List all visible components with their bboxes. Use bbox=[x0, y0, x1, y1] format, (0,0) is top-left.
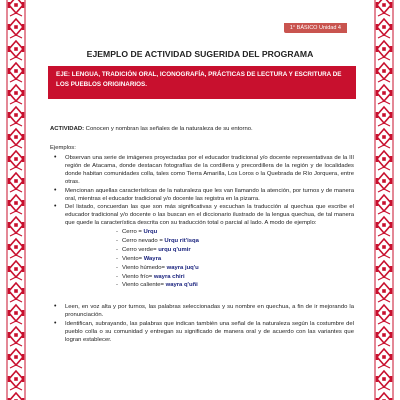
border-tick bbox=[8, 156, 10, 162]
activity-content bbox=[50, 125, 354, 344]
border-chevron bbox=[378, 167, 390, 170]
border-tick bbox=[390, 288, 392, 294]
border-center-dot bbox=[382, 201, 386, 205]
border-tick bbox=[376, 2, 378, 8]
border-tick bbox=[376, 178, 378, 184]
border-tick bbox=[8, 222, 10, 228]
border-tick bbox=[376, 112, 378, 118]
border-chevron bbox=[10, 365, 22, 368]
border-tick bbox=[8, 112, 10, 118]
border-chevron bbox=[378, 35, 390, 38]
border-tick bbox=[376, 376, 378, 382]
eje-banner: EJE: LENGUA, TRADICIÓN ORAL, ICONOGRAFÍA, PRÁCTICAS DE LECTURA Y ESCRITURA DE LOS PUEBLOS ORIGINARIOS. bbox=[48, 66, 356, 99]
border-tick bbox=[376, 332, 378, 338]
border-center-dot bbox=[382, 245, 386, 249]
vocabulary-list bbox=[65, 228, 354, 290]
border-chevron bbox=[10, 123, 22, 126]
border-center-dot bbox=[382, 333, 386, 337]
border-tick bbox=[390, 134, 392, 140]
border-center-dot bbox=[382, 25, 386, 29]
border-chevron bbox=[10, 233, 22, 236]
border-center-dot bbox=[14, 355, 18, 359]
border-tick bbox=[390, 310, 392, 316]
list-item: • Mencionan aquellas características de la naturaleza que les van llamando la atención, por turnos y de manera oral, mientras el educador tradicional y/o docente las registra en la pizarra. bbox=[65, 187, 354, 203]
border-chevron bbox=[10, 343, 22, 346]
border-tick bbox=[376, 200, 378, 206]
border-tick bbox=[22, 244, 24, 250]
border-center-dot bbox=[14, 25, 18, 29]
border-chevron bbox=[10, 321, 22, 324]
border-tick bbox=[376, 244, 378, 250]
border-center-dot bbox=[382, 3, 386, 7]
vocab-spanish: Viento frío= bbox=[122, 273, 154, 280]
border-center-dot bbox=[14, 113, 18, 117]
border-chevron bbox=[378, 123, 390, 126]
border-tick bbox=[390, 24, 392, 30]
border-tick bbox=[22, 354, 24, 360]
vocab-spanish: Cerro verde= bbox=[122, 246, 159, 253]
vocab-spanish: Viento caliente= bbox=[122, 282, 166, 289]
border-center-dot bbox=[14, 223, 18, 227]
activity-line bbox=[50, 125, 354, 133]
border-diamond bbox=[9, 393, 23, 400]
border-center-dot bbox=[14, 91, 18, 95]
border-tick bbox=[8, 310, 10, 316]
list-item-text: Del listado, concuerdan las que son más significativas y escuchan la traducción al quechua que escribe el educador tradicional y/o docente o las buscan en el diccionario ilustrado de la lengua quechua, de tal manera que quede la característica descrita con su traducción total o parcial al lado. A modo de ejemplo: bbox=[65, 203, 354, 226]
border-tick bbox=[22, 2, 24, 8]
border-tick bbox=[390, 332, 392, 338]
border-chevron bbox=[10, 145, 22, 148]
border-tick bbox=[376, 134, 378, 140]
border-chevron bbox=[10, 211, 22, 214]
border-tick bbox=[390, 376, 392, 382]
border-tick bbox=[390, 266, 392, 272]
vocab-spanish: Viento= bbox=[122, 255, 144, 262]
border-center-dot bbox=[14, 69, 18, 73]
border-chevron bbox=[10, 35, 22, 38]
border-center-dot bbox=[382, 377, 386, 381]
unit-tab: 1° BÁSICO Unidad 4 bbox=[284, 23, 347, 33]
border-chevron bbox=[378, 255, 390, 258]
border-tick bbox=[376, 310, 378, 316]
border-chevron bbox=[10, 79, 22, 82]
border-chevron bbox=[378, 343, 390, 346]
border-tick bbox=[22, 112, 24, 118]
border-chevron bbox=[378, 145, 390, 148]
border-chevron bbox=[10, 387, 22, 390]
list-item: • Observan una serie de imágenes proyectadas por el educador tradicional y/o docente representativas de la III región de Atacama, donde destacan fotografías de la cordillera y precordillera de la región y de localidades donde habitan comunidades colla, tales como Tierra Amarilla, Los Loros o la Quebrada de Río Jorquera, entre otras. bbox=[65, 154, 354, 186]
border-chevron bbox=[378, 211, 390, 214]
border-tick bbox=[22, 90, 24, 96]
border-center-dot bbox=[382, 179, 386, 183]
border-chevron bbox=[378, 101, 390, 104]
border-tick bbox=[8, 354, 10, 360]
border-tick bbox=[376, 156, 378, 162]
border-tick bbox=[8, 2, 10, 8]
border-tick bbox=[8, 288, 10, 294]
border-tick bbox=[22, 222, 24, 228]
border-center-dot bbox=[14, 179, 18, 183]
border-center-dot bbox=[14, 289, 18, 293]
border-tick bbox=[376, 222, 378, 228]
vocab-spanish: Viento húmedo= bbox=[122, 264, 167, 271]
border-center-dot bbox=[14, 201, 18, 205]
vocab-spanish: Cerro nevado = bbox=[122, 237, 165, 244]
border-tick bbox=[390, 156, 392, 162]
border-tick bbox=[22, 68, 24, 74]
vocab-quechua: urqu q'umir bbox=[158, 246, 191, 253]
border-tick bbox=[376, 288, 378, 294]
border-chevron bbox=[10, 277, 22, 280]
vocab-item bbox=[122, 255, 354, 264]
border-tick bbox=[390, 112, 392, 118]
border-tick bbox=[22, 178, 24, 184]
list-item: • Identifican, subrayando, las palabras que indican también una señal de la naturaleza según la costumbre del pueblo colla o su comunidad y entregan su significado de manera oral y de acuerdo con las variantes que logran establecer. bbox=[65, 320, 354, 344]
border-tick bbox=[22, 332, 24, 338]
examples-label: Ejemplos: bbox=[50, 145, 76, 152]
border-tick bbox=[390, 200, 392, 206]
border-chevron bbox=[378, 79, 390, 82]
vocab-quechua: Wayra bbox=[143, 255, 162, 262]
border-center-dot bbox=[14, 377, 18, 381]
vocab-quechua: wayra chiri bbox=[153, 273, 185, 280]
vocab-quechua: wayra q'uñi bbox=[165, 282, 198, 289]
border-tick bbox=[376, 90, 378, 96]
list-item: • Leen, en voz alta y por turnos, las palabras seleccionadas y su nombre en quechua, a fin de ir mejorando la pronunciación. bbox=[65, 303, 354, 319]
left-decorative-border bbox=[6, 0, 26, 400]
border-chevron bbox=[378, 299, 390, 302]
border-tick bbox=[8, 68, 10, 74]
examples-list bbox=[50, 154, 354, 344]
border-tick bbox=[22, 24, 24, 30]
border-tick bbox=[390, 354, 392, 360]
border-center-dot bbox=[14, 245, 18, 249]
border-center-dot bbox=[382, 91, 386, 95]
border-chevron bbox=[378, 189, 390, 192]
vocab-item bbox=[122, 264, 354, 273]
border-tick bbox=[390, 222, 392, 228]
border-chevron bbox=[378, 277, 390, 280]
border-chevron bbox=[378, 321, 390, 324]
border-chevron bbox=[10, 101, 22, 104]
vocab-item bbox=[122, 281, 354, 290]
border-tick bbox=[390, 90, 392, 96]
vocab-item bbox=[122, 246, 354, 255]
border-tick bbox=[390, 178, 392, 184]
border-tick bbox=[8, 244, 10, 250]
border-tick bbox=[22, 288, 24, 294]
border-center-dot bbox=[382, 69, 386, 73]
border-center-dot bbox=[382, 223, 386, 227]
right-decorative-border bbox=[374, 0, 394, 400]
border-center-dot bbox=[382, 135, 386, 139]
border-chevron bbox=[10, 255, 22, 258]
border-center-dot bbox=[382, 267, 386, 271]
vocab-quechua: wayra juq'u bbox=[166, 264, 199, 271]
border-center-dot bbox=[14, 333, 18, 337]
list-item bbox=[65, 203, 354, 291]
activity-label: ACTIVIDAD: bbox=[50, 126, 85, 132]
border-chevron bbox=[378, 387, 390, 390]
border-chevron bbox=[378, 365, 390, 368]
border-tick bbox=[22, 266, 24, 272]
border-chevron bbox=[10, 13, 22, 16]
border-tick bbox=[376, 354, 378, 360]
vocab-item bbox=[122, 237, 354, 246]
border-center-dot bbox=[382, 311, 386, 315]
activity-text: Conocen y nombran las señales de la naturaleza de su entorno. bbox=[84, 126, 253, 132]
border-tick bbox=[390, 2, 392, 8]
border-tick bbox=[390, 244, 392, 250]
border-center-dot bbox=[382, 113, 386, 117]
page-title: EJEMPLO DE ACTIVIDAD SUGERIDA DEL PROGRAMA bbox=[86, 49, 314, 59]
border-chevron bbox=[378, 13, 390, 16]
border-tick bbox=[390, 68, 392, 74]
border-center-dot bbox=[382, 157, 386, 161]
border-chevron bbox=[378, 233, 390, 236]
vocab-item bbox=[122, 228, 354, 237]
vocab-spanish: Cerro = bbox=[122, 229, 144, 236]
border-center-dot bbox=[382, 289, 386, 293]
border-center-dot bbox=[382, 355, 386, 359]
border-tick bbox=[376, 68, 378, 74]
border-tick bbox=[8, 134, 10, 140]
border-chevron bbox=[10, 299, 22, 302]
border-tick bbox=[8, 266, 10, 272]
border-tick bbox=[376, 266, 378, 272]
border-tick bbox=[8, 24, 10, 30]
vocab-quechua: Urqu rit'isqa bbox=[164, 237, 199, 244]
border-tick bbox=[8, 376, 10, 382]
border-tick bbox=[22, 156, 24, 162]
border-tick bbox=[22, 376, 24, 382]
border-tick bbox=[8, 90, 10, 96]
border-chevron bbox=[10, 189, 22, 192]
border-center-dot bbox=[14, 311, 18, 315]
border-center-dot bbox=[14, 267, 18, 271]
border-tick bbox=[376, 24, 378, 30]
border-tick bbox=[22, 134, 24, 140]
border-chevron bbox=[10, 167, 22, 170]
border-tick bbox=[22, 200, 24, 206]
border-tick bbox=[8, 332, 10, 338]
border-diamond bbox=[377, 393, 391, 400]
border-tick bbox=[22, 310, 24, 316]
border-center-dot bbox=[14, 135, 18, 139]
border-tick bbox=[8, 200, 10, 206]
vocab-item bbox=[122, 273, 354, 282]
border-center-dot bbox=[14, 157, 18, 161]
border-center-dot bbox=[14, 3, 18, 7]
border-tick bbox=[8, 178, 10, 184]
vocab-quechua: Urqu bbox=[143, 229, 158, 236]
